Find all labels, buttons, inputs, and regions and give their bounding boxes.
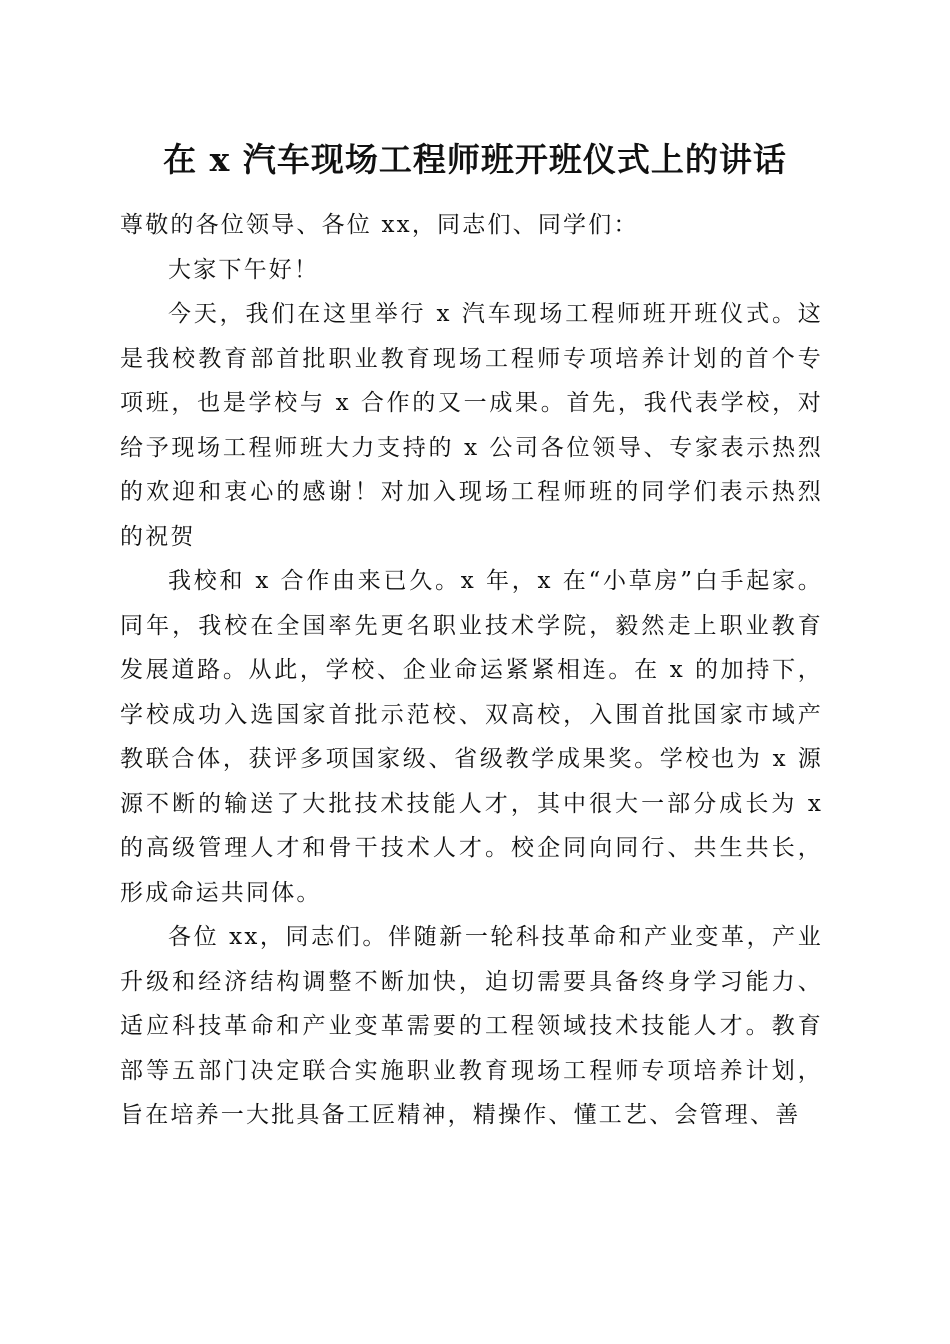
document-body [120, 203, 823, 1138]
paragraph-background: 各位 xx，同志们。伴随新一轮科技革命和产业变革，产业升级和经济结构调整不断加快，迫切需要具备终身学习能力、适应科技革命和产业变革需要的工程领域技术技能人才。教育部等五部门决定联合实施职业教育现场工程师专项培养计划，旨在培养一大批具备工匠精神，精操作、懂工艺、会管理、善 [120, 924, 823, 1128]
paragraph-opening: 今天，我们在这里举行 x 汽车现场工程师班开班仪式。这是我校教育部首批职业教育现场工程师专项培养计划的首个专项班，也是学校与 x 合作的又一成果。首先，我代表学校，对给予现场工程师班大力支持的 x 公司各位领导、专家表示热烈的欢迎和衷心的感谢！对加入现场工程师班的同学们表示热烈的祝贺 [120, 301, 823, 550]
document-title: 在 x 汽车现场工程师班开班仪式上的讲话 [163, 140, 787, 179]
paragraph-greeting: 大家下午好！ [168, 256, 320, 283]
salutation-line: 尊敬的各位领导、各位 xx，同志们、同学们： [120, 212, 639, 238]
paragraph-history: 我校和 x 合作由来已久。x 年，x 在“小草房”白手起家。同年，我校在全国率先更名职业技术学院，毅然走上职业教育发展道路。从此，学校、企业命运紧紧相连。在 x 的加持下，学校成功入选国家首批示范校、双高校，入围首批国家市域产教联合体，获评多项国家级、省级教学成果奖。学校也为 x 源源不断的输送了大批技术技能人才，其中很大一部分成长为 x 的高级管理人才和骨干技术人才。校企同向同行、共生共长，形成命运共同体。 [120, 568, 823, 906]
